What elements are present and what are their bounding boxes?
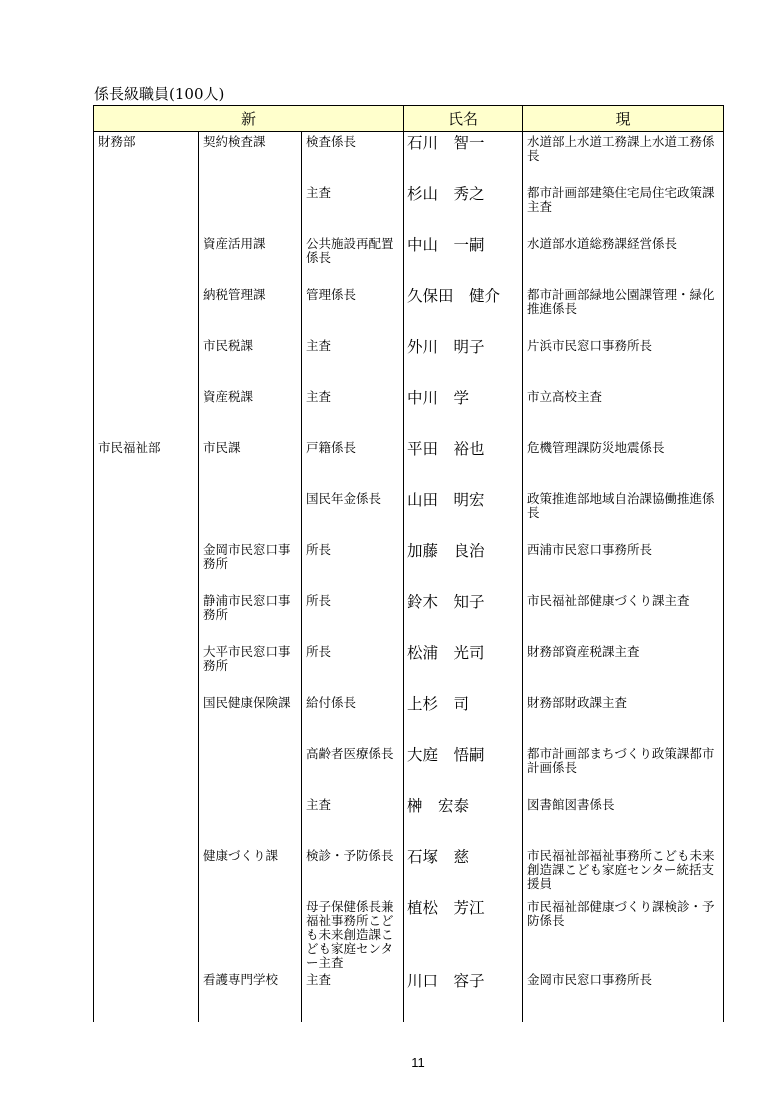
table-row	[94, 846, 724, 897]
position-cell: 公共施設再配置係長	[302, 234, 404, 285]
section-cell: 金岡市民窓口事務所	[199, 540, 302, 591]
section-cell: 納税管理課	[199, 285, 302, 336]
current-post-cell: 西浦市民窓口事務所長	[523, 540, 724, 591]
name-cell: 平田 裕也	[404, 438, 523, 489]
department-cell	[94, 970, 199, 1022]
department-cell	[94, 387, 199, 438]
position-cell: 給付係長	[302, 693, 404, 744]
current-post-cell: 市民福祉部健康づくり課検診・予防係長	[523, 897, 724, 970]
table-row	[94, 234, 724, 285]
name-cell: 上杉 司	[404, 693, 523, 744]
table-row	[94, 438, 724, 489]
current-post-cell: 片浜市民窓口事務所長	[523, 336, 724, 387]
section-cell: 静浦市民窓口事務所	[199, 591, 302, 642]
table-row	[94, 183, 724, 234]
department-cell	[94, 795, 199, 846]
name-cell: 石川 智一	[404, 132, 523, 183]
section-cell	[199, 795, 302, 846]
current-post-cell: 財務部資産税課主査	[523, 642, 724, 693]
position-cell: 主査	[302, 387, 404, 438]
current-post-cell: 政策推進部地域自治課協働推進係長	[523, 489, 724, 540]
department-cell	[94, 183, 199, 234]
current-post-cell: 市民福祉部福祉事務所こども未来創造課こども家庭センター統括支援員	[523, 846, 724, 897]
position-cell: 所長	[302, 591, 404, 642]
section-cell: 看護専門学校	[199, 970, 302, 1022]
table-header-row	[94, 106, 724, 132]
name-cell: 榊 宏泰	[404, 795, 523, 846]
current-post-cell: 市民福祉部健康づくり課主査	[523, 591, 724, 642]
name-cell: 久保田 健介	[404, 285, 523, 336]
name-cell: 中川 学	[404, 387, 523, 438]
name-cell: 外川 明子	[404, 336, 523, 387]
name-cell: 大庭 悟嗣	[404, 744, 523, 795]
header-current: 現	[523, 106, 724, 132]
position-cell: 国民年金係長	[302, 489, 404, 540]
name-cell: 松浦 光司	[404, 642, 523, 693]
position-cell: 高齢者医療係長	[302, 744, 404, 795]
department-cell	[94, 336, 199, 387]
section-cell: 市民税課	[199, 336, 302, 387]
department-cell	[94, 489, 199, 540]
department-cell	[94, 693, 199, 744]
position-cell: 検査係長	[302, 132, 404, 183]
current-post-cell: 水道部水道総務課経営係長	[523, 234, 724, 285]
current-post-cell: 都市計画部まちづくり政策課都市計画係長	[523, 744, 724, 795]
position-cell: 所長	[302, 642, 404, 693]
personnel-table	[93, 105, 724, 1022]
position-cell: 戸籍係長	[302, 438, 404, 489]
section-cell: 契約検査課	[199, 132, 302, 183]
section-cell: 健康づくり課	[199, 846, 302, 897]
name-cell: 中山 一嗣	[404, 234, 523, 285]
position-cell: 母子保健係長兼福祉事務所こども未来創造課こども家庭センター主査	[302, 897, 404, 970]
position-cell: 主査	[302, 795, 404, 846]
department-cell	[94, 897, 199, 970]
department-cell	[94, 234, 199, 285]
table-row	[94, 336, 724, 387]
section-cell	[199, 489, 302, 540]
name-cell: 植松 芳江	[404, 897, 523, 970]
section-cell: 市民課	[199, 438, 302, 489]
department-cell	[94, 540, 199, 591]
current-post-cell: 市立高校主査	[523, 387, 724, 438]
name-cell: 鈴木 知子	[404, 591, 523, 642]
department-cell	[94, 591, 199, 642]
current-post-cell: 都市計画部建築住宅局住宅政策課主査	[523, 183, 724, 234]
table-row	[94, 540, 724, 591]
department-cell	[94, 744, 199, 795]
current-post-cell: 財務部財政課主査	[523, 693, 724, 744]
department-cell	[94, 846, 199, 897]
table-row	[94, 795, 724, 846]
current-post-cell: 水道部上水道工務課上水道工務係長	[523, 132, 724, 183]
current-post-cell: 都市計画部緑地公園課管理・緑化推進係長	[523, 285, 724, 336]
department-cell	[94, 285, 199, 336]
position-cell: 主査	[302, 336, 404, 387]
header-name: 氏名	[404, 106, 523, 132]
section-cell	[199, 183, 302, 234]
table-row	[94, 744, 724, 795]
page-number: 11	[411, 1055, 425, 1070]
section-cell: 大平市民窓口事務所	[199, 642, 302, 693]
table-row	[94, 693, 724, 744]
current-post-cell: 金岡市民窓口事務所長	[523, 970, 724, 1022]
name-cell: 杉山 秀之	[404, 183, 523, 234]
table-row	[94, 387, 724, 438]
name-cell: 石塚 慈	[404, 846, 523, 897]
section-cell	[199, 744, 302, 795]
section-cell	[199, 897, 302, 970]
table-row	[94, 642, 724, 693]
current-post-cell: 図書館図書係長	[523, 795, 724, 846]
table-row	[94, 591, 724, 642]
position-cell: 主査	[302, 970, 404, 1022]
section-cell: 資産税課	[199, 387, 302, 438]
position-cell: 管理係長	[302, 285, 404, 336]
position-cell: 検診・予防係長	[302, 846, 404, 897]
name-cell: 川口 容子	[404, 970, 523, 1022]
header-new: 新	[94, 106, 404, 132]
department-cell: 財務部	[94, 132, 199, 183]
position-cell: 主査	[302, 183, 404, 234]
section-cell: 資産活用課	[199, 234, 302, 285]
document-title: 係長級職員(100人)	[94, 85, 225, 103]
table-row	[94, 489, 724, 540]
department-cell	[94, 642, 199, 693]
department-cell: 市民福祉部	[94, 438, 199, 489]
name-cell: 山田 明宏	[404, 489, 523, 540]
position-cell: 所長	[302, 540, 404, 591]
table-row	[94, 285, 724, 336]
section-cell: 国民健康保険課	[199, 693, 302, 744]
table-row	[94, 897, 724, 970]
name-cell: 加藤 良治	[404, 540, 523, 591]
current-post-cell: 危機管理課防災地震係長	[523, 438, 724, 489]
table-row	[94, 970, 724, 1022]
table-row	[94, 132, 724, 183]
